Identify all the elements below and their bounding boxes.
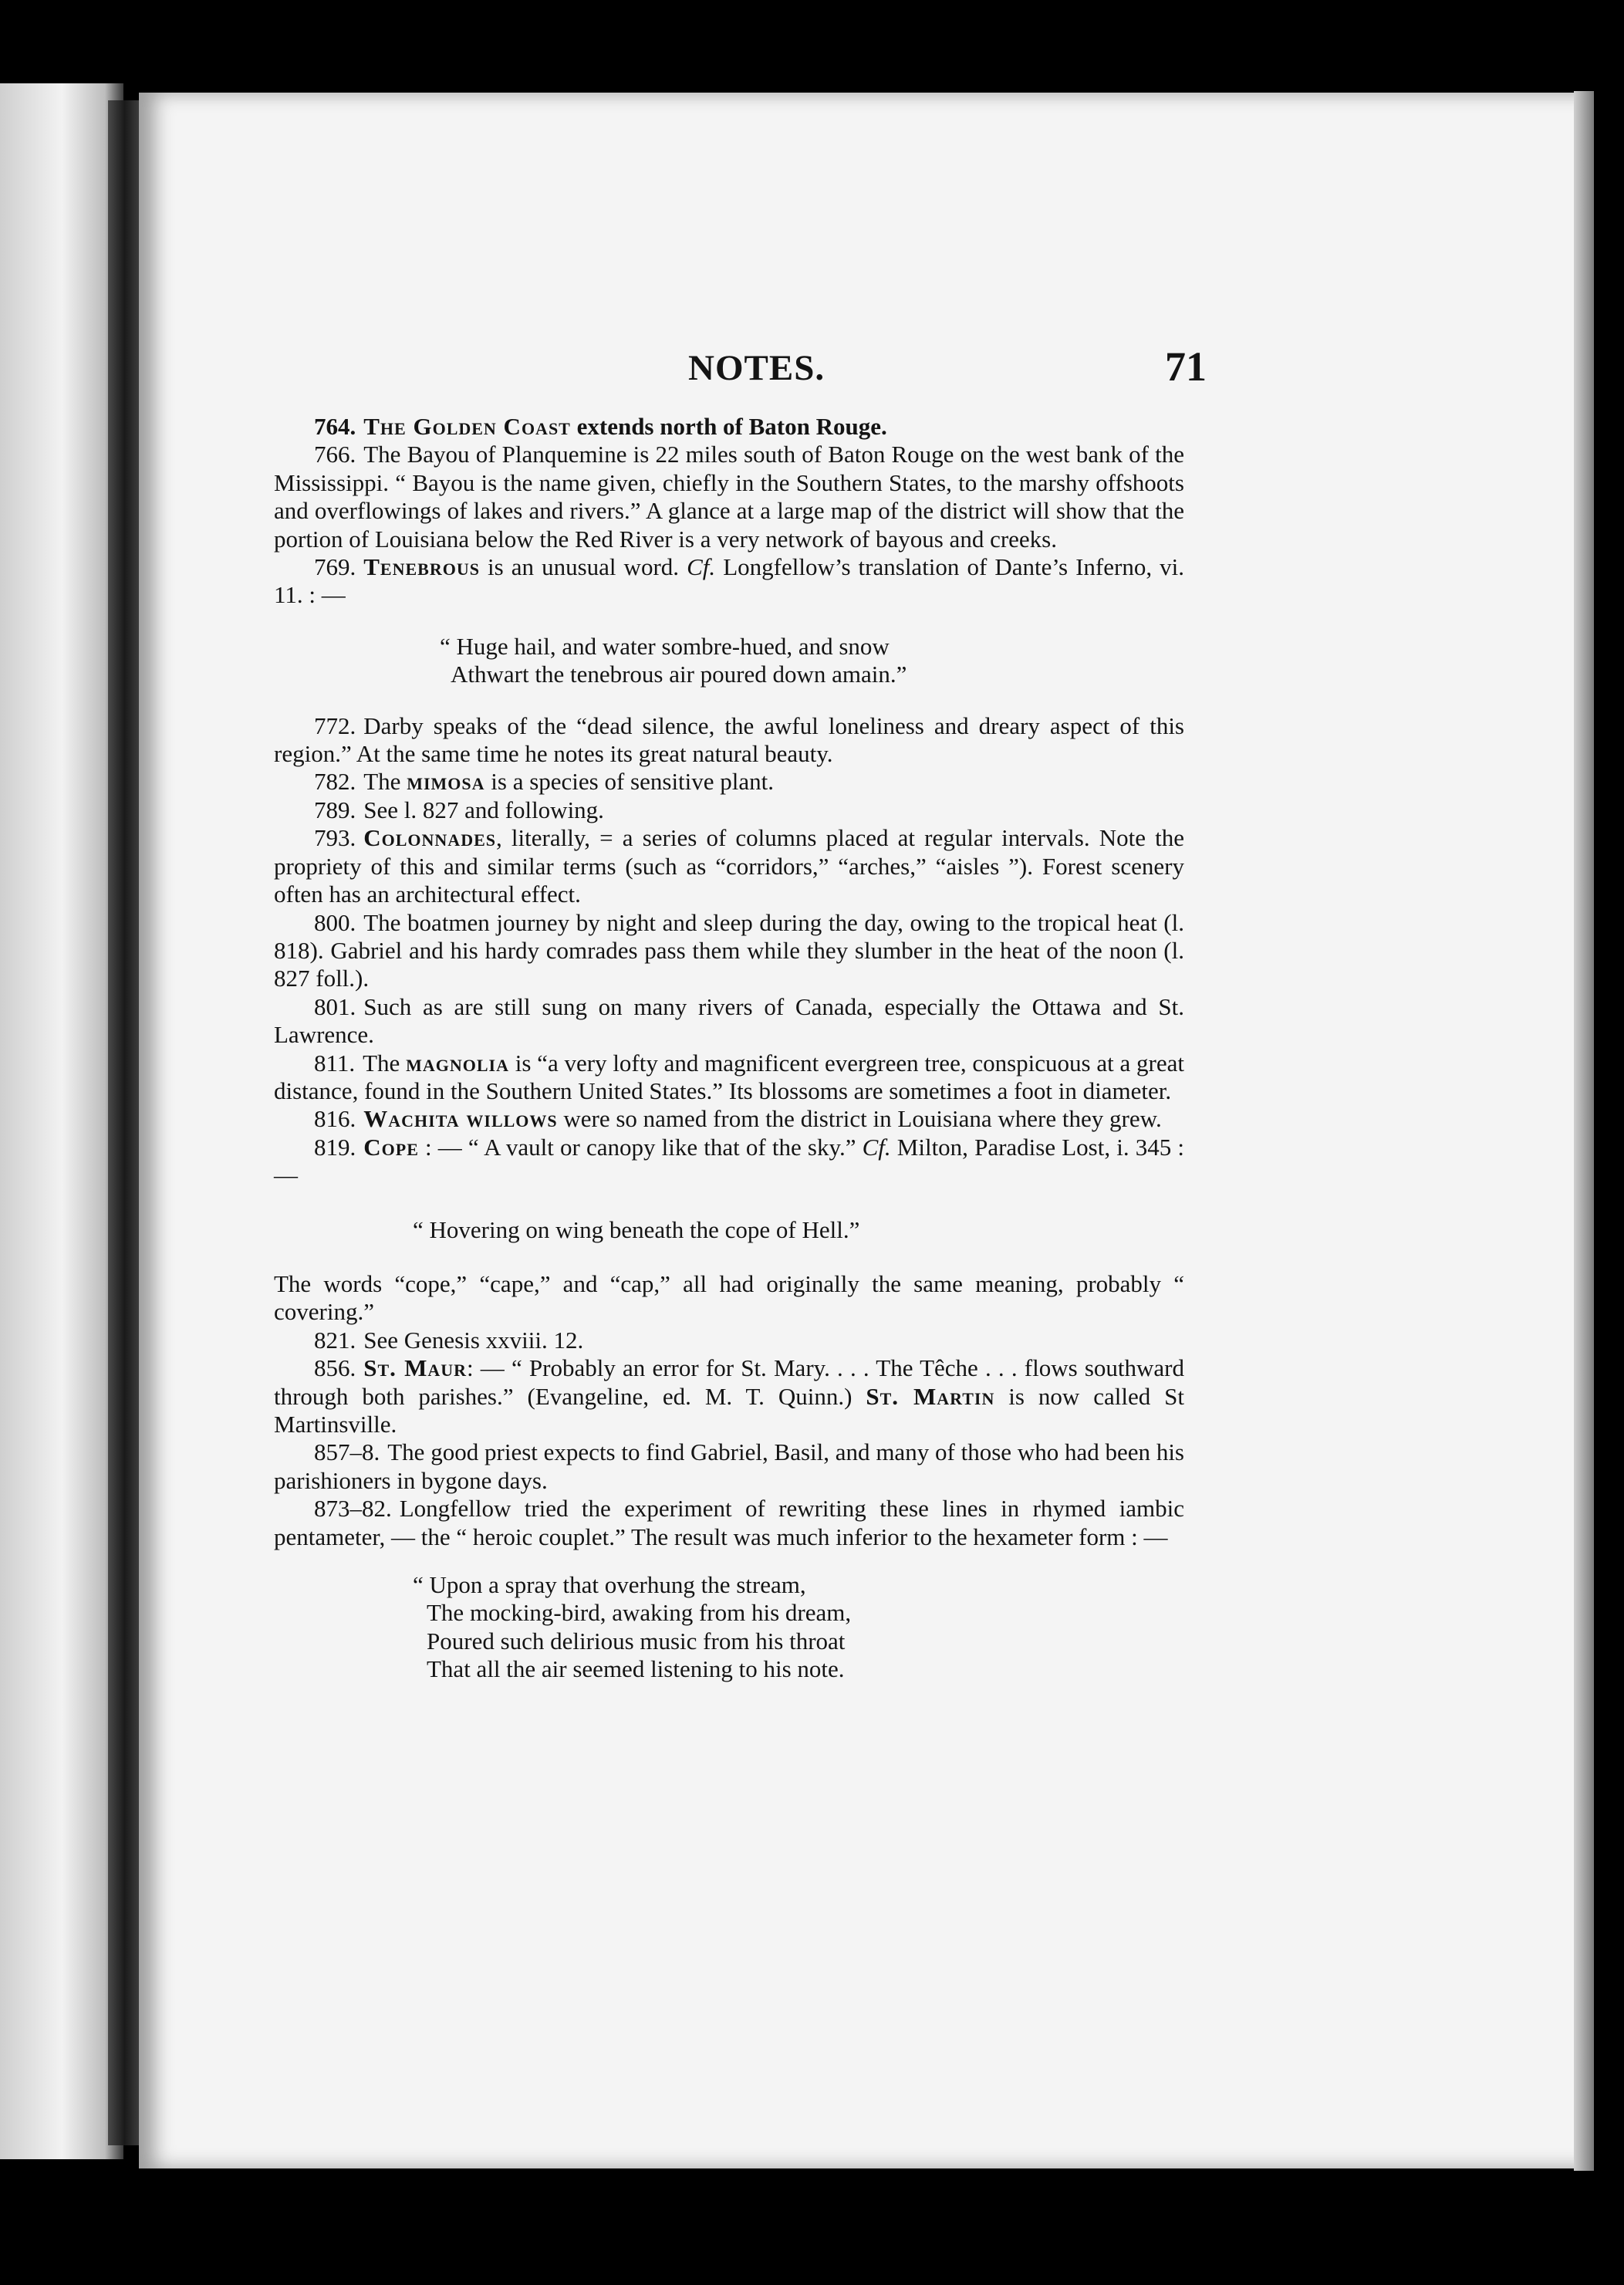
note-lemma: magnolia bbox=[406, 1049, 509, 1077]
note-number: 769. bbox=[314, 553, 356, 581]
quote-line: “ Huge hail, and water sombre-hued, and snow bbox=[440, 632, 890, 660]
note-text: is now called St Martinsville. bbox=[274, 1382, 1185, 1438]
note-lemma: Cope bbox=[363, 1133, 419, 1161]
note-text: : — “ Probably an error for St. Mary. . . . The Têche . . . flows southward through both parishes.” (Evangeline, ed. M. T. Quinn.) bbox=[274, 1354, 1184, 1410]
note-769 bbox=[274, 553, 1184, 610]
quote-line: The mocking-bird, awaking from his dream, bbox=[427, 1599, 852, 1627]
note-text: The Bayou of Planquemine is 22 miles south of Baton Rouge on the west bank of the Mississippi. “ Bayou is the name given, chiefly in the Southern States, to the marshy offshoots and overflowings of lakes and rivers.” A glance at a large map of the district will show that the portion of Louisiana below the Red River is a very network of bayous and creeks. bbox=[274, 441, 1184, 553]
note-text: : — “ A vault or canopy like that of the sky.” bbox=[418, 1133, 863, 1161]
verse-quote-milton bbox=[274, 1216, 1184, 1244]
cf-abbrev: Cf. bbox=[687, 553, 716, 581]
note-789 bbox=[274, 796, 1184, 824]
note-number: 793. bbox=[314, 824, 356, 852]
quote-line: Athwart the tenebrous air poured down amain.” bbox=[451, 661, 907, 688]
note-text: The boatmen journey by night and sleep during the day, owing to the tropical heat (l. 818). Gabriel and his hardy comrades pass them while they slumber in the heat of the noon (l. 827 foll.). bbox=[274, 908, 1184, 992]
note-text: Milton, Paradise Lost, i. 345 : — bbox=[274, 1133, 1184, 1189]
note-number: 801. bbox=[314, 992, 356, 1020]
running-head: NOTES. bbox=[688, 348, 826, 388]
note-772 bbox=[274, 712, 1184, 769]
note-lemma: St. Martin bbox=[866, 1382, 995, 1410]
note-number: 800. bbox=[314, 908, 356, 936]
note-number: 811. bbox=[314, 1049, 356, 1077]
note-text: , literally, = a series of columns placed at regular intervals. Note the propriety of this and similar terms (such as “corridors,” “arches,” “aisles ”). Forest scenery often has an architectural effect. bbox=[274, 824, 1184, 908]
note-text: See l. 827 and following. bbox=[363, 796, 604, 823]
note-800 bbox=[274, 909, 1184, 993]
note-number: 873–82. bbox=[314, 1495, 392, 1523]
note-text: is a species of sensitive plant. bbox=[484, 768, 775, 796]
note-number: 764. bbox=[314, 413, 356, 440]
note-text: Longfellow tried the experiment of rewriting these lines in rhymed iambic pentameter, — the “ heroic couplet.” The result was much inferior to the hexameter form : — bbox=[274, 1495, 1184, 1550]
note-number: 772. bbox=[314, 712, 356, 739]
note-number: 857–8. bbox=[314, 1438, 380, 1466]
note-793 bbox=[274, 824, 1184, 908]
note-number: 856. bbox=[314, 1354, 356, 1382]
note-number: 821. bbox=[314, 1326, 356, 1354]
note-764 bbox=[274, 413, 1184, 441]
note-801 bbox=[274, 993, 1184, 1050]
note-873 bbox=[274, 1495, 1184, 1551]
note-text: were so named from the district in Louisiana where they grew. bbox=[557, 1105, 1162, 1133]
note-number: 816. bbox=[314, 1105, 356, 1133]
page-edge bbox=[1574, 91, 1594, 2171]
quote-line: Poured such delirious music from his throat bbox=[427, 1627, 846, 1655]
note-782 bbox=[274, 768, 1184, 796]
facing-page-edge bbox=[0, 83, 123, 2159]
verse-quote-dante bbox=[274, 633, 1184, 689]
verse-quote-couplets bbox=[274, 1571, 1184, 1684]
note-819 bbox=[274, 1134, 1184, 1190]
note-number: 782. bbox=[314, 768, 356, 796]
note-857 bbox=[274, 1438, 1184, 1495]
note-text: The bbox=[363, 768, 407, 796]
note-text: is “a very lofty and magnificent evergreen tree, conspicuous at a great distance, found in the Southern United States.” Its blossoms are sometimes a foot in diameter. bbox=[274, 1049, 1184, 1104]
cf-abbrev: Cf. bbox=[862, 1133, 891, 1161]
note-766 bbox=[274, 441, 1184, 553]
note-811 bbox=[274, 1050, 1184, 1106]
note-text: Such as are still sung on many rivers of Canada, especially the Ottawa and St. Lawrence. bbox=[274, 992, 1184, 1049]
page-header bbox=[139, 343, 1589, 409]
note-lemma: Colonnades bbox=[363, 824, 496, 852]
note-856 bbox=[274, 1354, 1184, 1438]
book-page bbox=[139, 93, 1589, 2168]
note-text: The good priest expects to find Gabriel, Basil, and many of those who had been his parishioners in bygone days. bbox=[274, 1438, 1184, 1494]
note-lemma: St. Maur bbox=[363, 1354, 468, 1382]
note-number: 766. bbox=[314, 441, 356, 468]
note-text: The words “cope,” “cape,” and “cap,” all had originally the same meaning, probably “ covering.” bbox=[274, 1269, 1184, 1326]
note-lemma: The Golden Coast bbox=[363, 413, 571, 440]
note-text: Longfellow’s translation of Dante’s Inferno, vi. 11. : — bbox=[274, 553, 1184, 609]
quote-line: “ Upon a spray that overhung the stream, bbox=[413, 1571, 806, 1599]
note-number: 819. bbox=[314, 1133, 356, 1161]
note-lemma: Wachita willows bbox=[363, 1105, 558, 1133]
note-lemma: mimosa bbox=[407, 768, 485, 796]
notes-body bbox=[274, 413, 1184, 1707]
quote-line: “ Hovering on wing beneath the cope of Hell.” bbox=[413, 1215, 860, 1243]
note-819-continued bbox=[274, 1270, 1184, 1327]
quote-line: That all the air seemed listening to his note. bbox=[427, 1655, 845, 1683]
note-text: extends north of Baton Rouge. bbox=[570, 413, 887, 440]
note-821 bbox=[274, 1327, 1184, 1354]
note-text: Darby speaks of the “dead silence, the awful loneliness and dreary aspect of this region.” At the same time he notes its great natural beauty. bbox=[274, 712, 1184, 768]
page-number: 71 bbox=[1165, 343, 1207, 390]
note-text: The bbox=[363, 1049, 407, 1077]
note-lemma: Tenebrous bbox=[363, 553, 480, 581]
note-text: is an unusual word. bbox=[479, 553, 687, 581]
note-816 bbox=[274, 1105, 1184, 1133]
note-number: 789. bbox=[314, 796, 356, 823]
note-text: See Genesis xxviii. 12. bbox=[363, 1326, 584, 1354]
